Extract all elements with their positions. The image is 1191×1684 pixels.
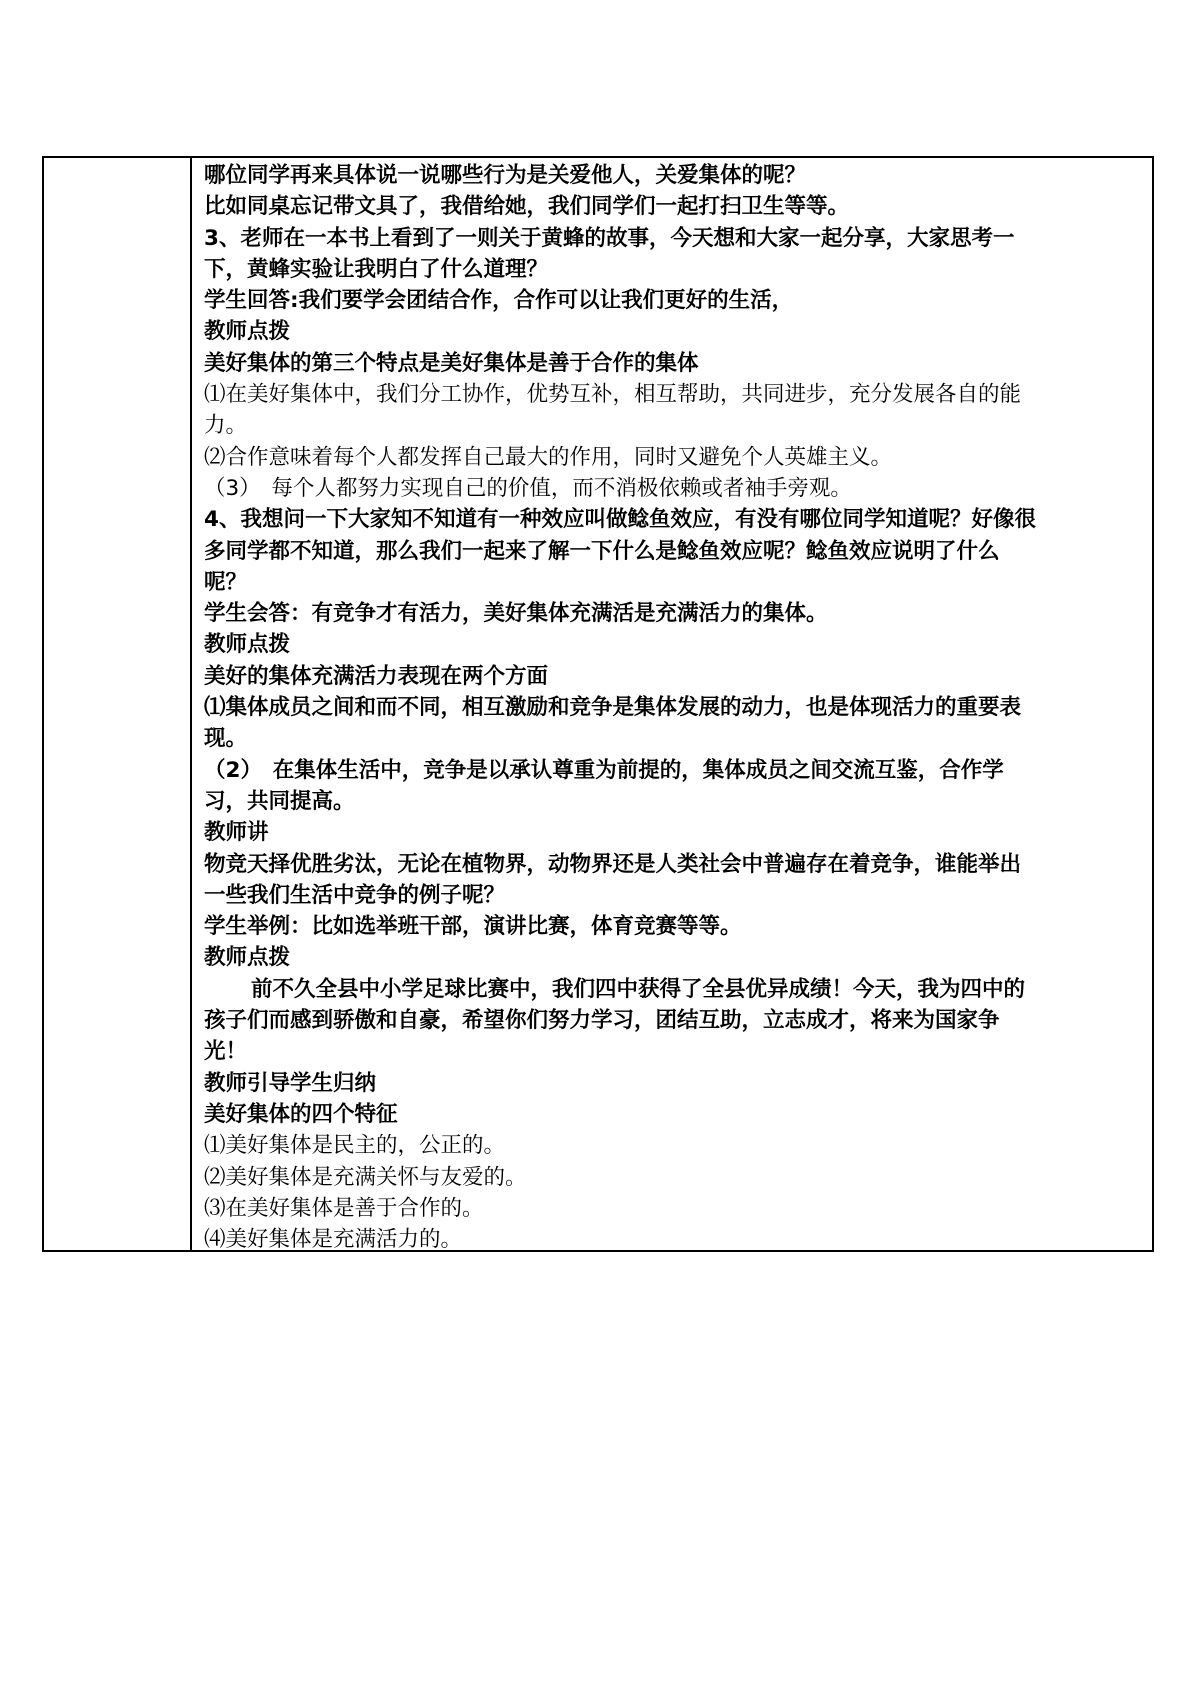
text-line: 哪位同学再来具体说一说哪些行为是关爱他人，关爱集体的呢？ (204, 163, 807, 188)
text-line: 学生举例：比如选举班干部，演讲比赛，体育竞赛等等。 (204, 914, 742, 940)
text-line: 教师点拨 (204, 945, 291, 971)
table-left-column (44, 158, 192, 1250)
text-line: 一些我们生活中竞争的例子呢？ (204, 882, 506, 908)
lesson-table (42, 156, 1154, 1252)
text-line: 教师点拨 (204, 632, 291, 658)
text-line: 学生会答：有竞争才有活力，美好集体充满活是充满活力的集体。 (204, 601, 828, 627)
text-line: 多同学都不知道，那么我们一起来了解一下什么是鲶鱼效应呢？鲶鱼效应说明了什么 (204, 538, 1000, 564)
text-line: 前不久全县中小学足球比赛中，我们四中获得了全县优异成绩！今天，我为四中的 (251, 976, 1026, 1002)
text-line: 下，黄蜂实验让我明白了什么道理？ (204, 256, 549, 282)
text-line: 学生回答:我们要学会团结合作，合作可以让我们更好的生活， (204, 288, 794, 314)
text-line: 教师点拨 (204, 319, 291, 345)
text-line: 比如同桌忘记带文具了，我借给她，我们同学们一起打扫卫生等等。 (204, 194, 850, 220)
text-line: ⑴美好集体是民主的，公正的。 (204, 1133, 506, 1159)
text-line: 3、老师在一本书上看到了一则关于黄蜂的故事，今天想和大家一起分享，大家思考一 (204, 225, 1015, 251)
text-line: （3） 每个人都努力实现自己的价值，而不消极依赖或者袖手旁观。 (204, 475, 852, 501)
text-line: 4、我想问一下大家知不知道有一种效应叫做鲶鱼效应，有没有哪位同学知道呢？好像很 (204, 507, 1036, 533)
text-line: 美好的集体充满活力表现在两个方面 (204, 663, 549, 689)
text-line: ⑴在美好集体中，我们分工协作，优势互补，相互帮助，共同进步，充分发展各自的能 (204, 382, 1022, 408)
text-line: 习，共同提高。 (204, 788, 355, 814)
text-line: 物竞天择优胜劣汰，无论在植物界，动物界还是人类社会中普遍存在着竞争，谁能举出 (204, 851, 1022, 877)
text-line: 美好集体的四个特征 (204, 1101, 398, 1127)
text-line: 力。 (204, 413, 248, 439)
text-line: 教师讲 (204, 820, 269, 846)
text-line: 孩子们而感到骄傲和自豪，希望你们努力学习，团结互助，立志成才，将来为国家争 (204, 1008, 1000, 1034)
text-line: 呢？ (204, 569, 248, 595)
text-line: 教师引导学生归纳 (204, 1070, 377, 1096)
table-content-cell (192, 158, 1152, 1250)
text-line: ⑵美好集体是充满关怀与友爱的。 (204, 1164, 527, 1190)
text-line: 光！ (204, 1039, 248, 1065)
text-line: ⑴集体成员之间和而不同，相互激励和竞争是集体发展的动力，也是体现活力的重要表 (204, 695, 1022, 721)
text-line: 现。 (204, 726, 248, 752)
text-line: ⑶在美好集体是善于合作的。 (204, 1195, 484, 1221)
text-line: （2） 在集体生活中，竞争是以承认尊重为前提的，集体成员之间交流互鉴，合作学 (204, 757, 1004, 783)
text-line: ⑵合作意味着每个人都发挥自己最大的作用，同时又避免个人英雄主义。 (204, 444, 893, 470)
text-line: 美好集体的第三个特点是美好集体是善于合作的集体 (204, 350, 699, 376)
text-line: ⑷美好集体是充满活力的。 (204, 1227, 463, 1250)
